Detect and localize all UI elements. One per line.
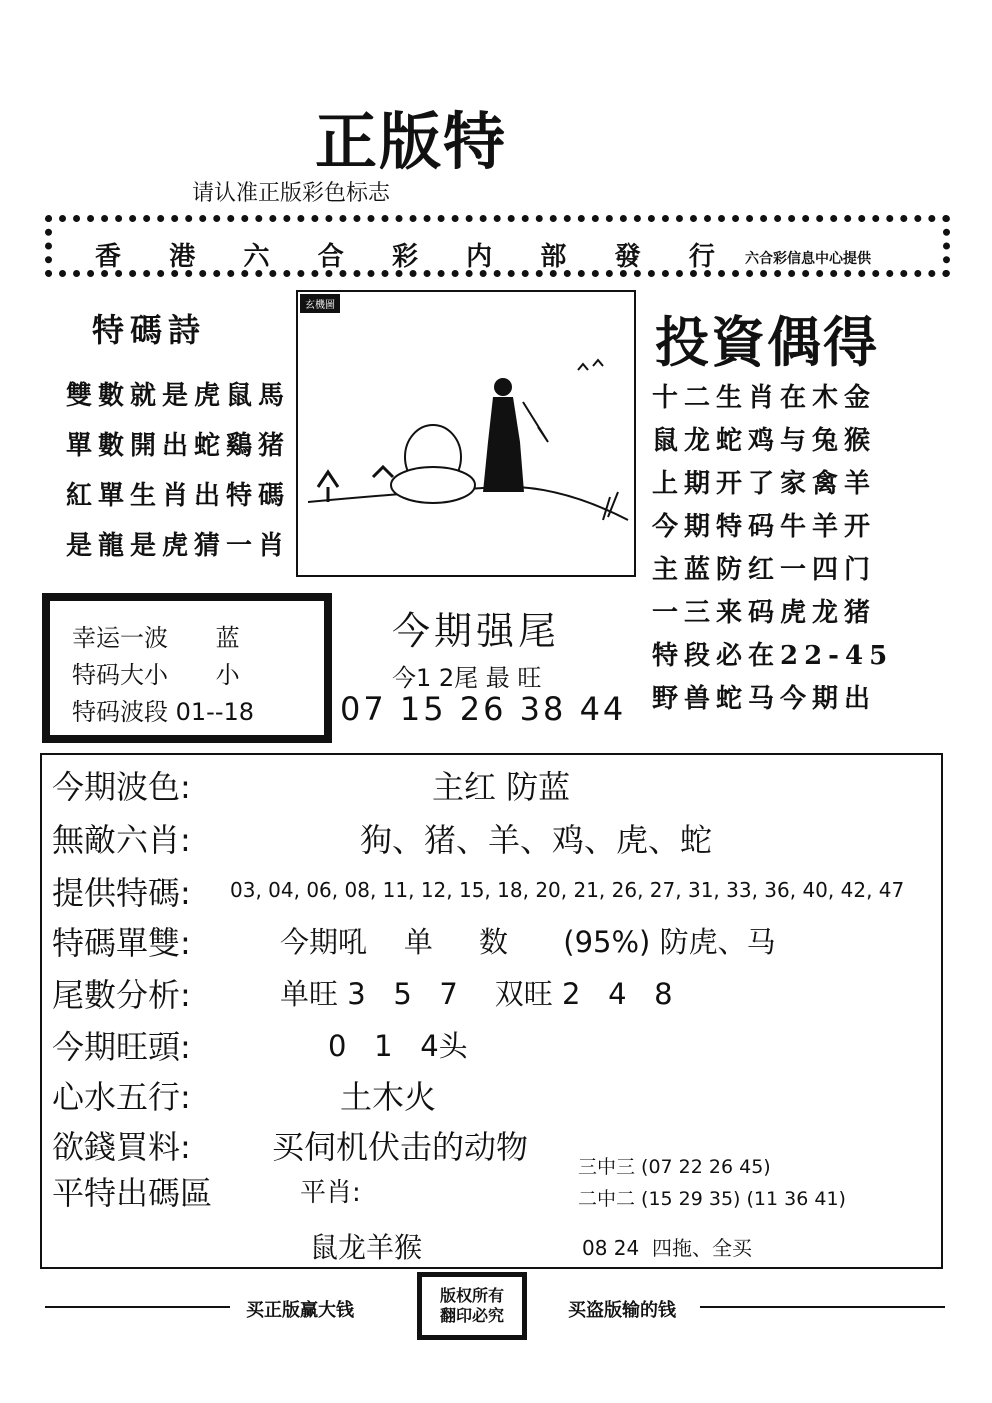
strong-tail-subtitle: 今1 2尾 最 旺	[392, 664, 542, 692]
stone-base	[391, 467, 475, 503]
riddle-picture-tag: 玄機圖	[300, 294, 340, 313]
figure-head	[494, 378, 512, 396]
lucky-size-value: 小	[215, 661, 240, 689]
flat-label: 平特出碼區	[52, 1174, 213, 1212]
buy-label: 欲錢買料:	[52, 1128, 191, 1166]
five-elements-label: 心水五行:	[52, 1078, 191, 1116]
head-label: 今期旺頭:	[52, 1028, 191, 1066]
plant-small	[373, 467, 393, 477]
wave-color-value: 主红 防蓝	[432, 768, 571, 806]
poem-line: 紅單生肖出特碼	[66, 481, 291, 511]
copyright-line2: 翻印必究	[439, 1306, 504, 1325]
lucky-size-label: 特码大小	[72, 661, 168, 689]
lucky-wave	[72, 618, 240, 653]
banner-source: 六合彩信息中心提供	[745, 251, 871, 267]
page-title: 正版特	[315, 105, 508, 178]
footer-right-text: 买盗版输的钱	[568, 1300, 676, 1321]
invest-line: 特段必在22-45	[652, 641, 894, 671]
footer-left-text: 买正版赢大钱	[246, 1300, 354, 1321]
banner-char: 部	[540, 242, 567, 272]
flat-value: 平肖:	[300, 1178, 361, 1208]
invest-line: 主蓝防红一四门	[652, 555, 877, 585]
six-zodiac-value: 狗、猪、羊、鸡、虎、蛇	[360, 821, 713, 859]
invest-title: 投資偶得	[655, 310, 879, 374]
copyright-line1: 版权所有	[439, 1286, 504, 1305]
poem-title: 特碼詩	[92, 311, 207, 349]
combo-three: 三中三 (07 22 26 45)	[578, 1156, 771, 1178]
banner-char: 發	[614, 242, 641, 272]
birds	[578, 360, 603, 370]
tail-analysis-value: 单旺 3 5 7 双旺 2 4 8	[280, 977, 673, 1011]
poem-line: 單數開出蛇鷄猪	[66, 431, 291, 461]
invest-line: 上期开了家禽羊	[652, 469, 877, 499]
invest-line: 野兽蛇马今期出	[652, 684, 877, 714]
wave-color-label: 今期波色:	[52, 768, 191, 806]
buy-value: 买伺机伏击的动物	[272, 1128, 529, 1166]
head-value: 0 1 4头	[328, 1029, 468, 1063]
invest-line: 鼠龙蛇鸡与兔猴	[652, 426, 877, 456]
footer-rule-right	[700, 1306, 945, 1308]
six-zodiac-label: 無敵六肖:	[52, 821, 191, 859]
combo-drag: 08 24 四拖、全买	[582, 1236, 752, 1260]
authenticity-notice: 请认准正版彩色标志	[192, 181, 391, 206]
lucky-size	[72, 655, 240, 690]
lucky-range-label: 特码波段	[72, 698, 168, 726]
banner-char: 彩	[391, 242, 418, 272]
copyright-stamp	[417, 1272, 527, 1340]
grass-right	[603, 492, 618, 520]
banner-char: 内	[466, 242, 493, 272]
special-codes-label: 提供特碼:	[52, 874, 191, 912]
banner-char: 合	[317, 242, 344, 272]
riddle-picture	[298, 292, 634, 575]
five-elements-value: 土木火	[340, 1078, 437, 1116]
footer-rule-left	[45, 1306, 230, 1308]
banner-char: 香	[95, 242, 122, 272]
invest-line: 十二生肖在木金	[652, 383, 877, 413]
strong-tail-title: 今期强尾	[392, 609, 561, 653]
invest-line: 一三来码虎龙猪	[652, 598, 877, 628]
figure-sleeve	[523, 402, 548, 442]
lucky-range-value: 01--18	[175, 698, 255, 726]
banner-char: 行	[688, 242, 715, 272]
lucky-wave-value: 蓝	[215, 624, 240, 652]
strong-tail-numbers: 07 15 26 38 44	[340, 690, 627, 728]
poem-line: 是龍是虎猜一肖	[66, 531, 291, 561]
issuer-banner-text	[95, 236, 715, 273]
lucky-range	[72, 692, 254, 727]
combo-two: 二中二 (15 29 35) (11 36 41)	[578, 1188, 846, 1210]
invest-line: 今期特码牛羊开	[652, 512, 877, 542]
tail-analysis-label: 尾數分析:	[52, 976, 191, 1014]
special-codes-value: 03, 04, 06, 08, 11, 12, 15, 18, 20, 21, 26, 27, 31, 33, 36, 40, 42, 47	[230, 878, 905, 902]
poem-line: 雙數就是虎鼠馬	[66, 381, 291, 411]
banner-char: 六	[243, 242, 270, 272]
flat-zodiac: 鼠龙羊猴	[310, 1231, 423, 1264]
plant-left	[318, 472, 338, 502]
lucky-wave-label: 幸运一波	[72, 624, 168, 652]
odd-even-label: 特碼單雙:	[52, 924, 191, 962]
odd-even-value: 今期吼 单 数 (95%) 防虎、马	[280, 925, 776, 959]
figure-robe	[483, 397, 524, 492]
banner-char: 港	[169, 242, 196, 272]
